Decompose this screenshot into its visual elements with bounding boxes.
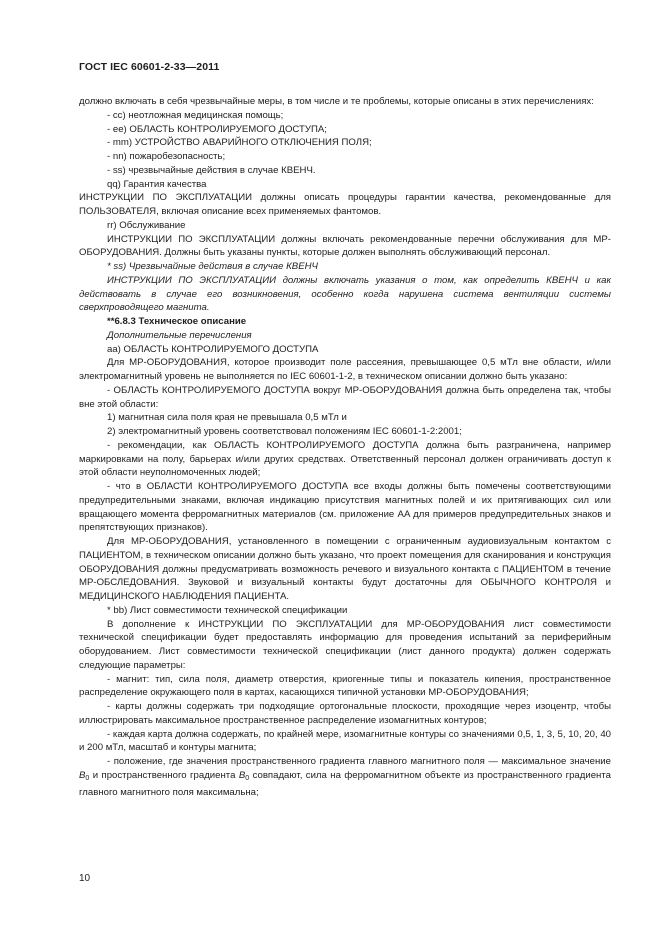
- b0-symbol: $B_0$: [79, 769, 90, 782]
- page-number: 10: [79, 873, 91, 884]
- list-item: - mm) УСТРОЙСТВО АВАРИЙНОГО ОТКЛЮЧЕНИЯ ПОЛЯ;: [107, 137, 372, 149]
- paragraph: Для МР-ОБОРУДОВАНИЯ, которое производит поле рассеяния, превышающее 0,5 мТл вне области, и/или электромагнитный уровень не выполняется по IEC 60601-1-2, в техническом описании должно быть указано:: [79, 357, 611, 382]
- list-item: - ОБЛАСТЬ КОНТРОЛИРУЕМОГО ДОСТУПА вокруг МР-ОБОРУДОВАНИЯ должна быть определена так, чтобы вне этой области:: [79, 384, 611, 410]
- list-item: - что в ОБЛАСТИ КОНТРОЛИРУЕМОГО ДОСТУПА все входы должны быть помечены соответствующими предупредительными знаками, включая индикацию присутствия магнитных полей и их притягивающих сил или вращающего момента ферромагнитных материалов (см. приложение AA для примеров предупредительных знаков и препятствующих признаков).: [79, 481, 611, 534]
- paragraph: ИНСТРУКЦИИ ПО ЭКСПЛУАТАЦИИ должны включать рекомендованные перечни обслуживания для МР-ОБОРУДОВАНИЯ. Должны быть указаны пункты, которые должен выполнять обслуживающий персонал.: [79, 233, 611, 259]
- list-item: - каждая карта должна содержать, по крайней мере, изомагнитные контуры со значениями 0,5, 1, 3, 5, 10, 20, 40 и 200 мТл, масштаб и контуры магнита;: [79, 728, 611, 754]
- text-segment: и пространственного градиента: [89, 769, 239, 781]
- list-item: - cc) неотложная медицинская помощь;: [107, 109, 284, 121]
- list-item: - рекомендации, как ОБЛАСТЬ КОНТРОЛИРУЕМОГО ДОСТУПА должна быть разграничена, например маркировками на полу, барьерах и/или других средствах. Ответственный персонал должен ограничивать доступ к этой области неуполномоченных людей;: [79, 439, 611, 479]
- list-item: 1) магнитная сила поля края не превышала 0,5 мТл и: [107, 412, 347, 424]
- paragraph: ИНСТРУКЦИИ ПО ЭКСПЛУАТАЦИИ должны включать указания о том, как определить КВЕНЧ и как действовать в случае его возникновения, особенно когда нарушена система вентиляции системы сверхпроводящего магнита.: [79, 274, 611, 314]
- list-item: [79, 755, 611, 799]
- subsection-heading: * bb) Лист совместимости технической спецификации: [107, 604, 348, 616]
- list-item: - ss) чрезвычайные действия в случае КВЕНЧ.: [107, 164, 316, 176]
- paragraph: Для МР-ОБОРУДОВАНИЯ, установленного в помещении с ограниченным аудиовизуальным контактом с ПАЦИЕНТОМ, в техническом описании должно быть указано, что проект помещения для сканирования и конструкция ОБОРУДОВАНИЯ должны предусматривать возможность речевого и визуального контакта с ПАЦИЕНТОМ в течение МР-ОБСЛЕДОВАНИЯ. Звуковой и визуальный контакты будут достаточны для ОБЫЧНОГО КОНТРОЛЯ и МЕДИЦИНСКОГО НАБЛЮДЕНИЯ ПАЦИЕНТА.: [79, 536, 611, 602]
- page-body: [79, 95, 611, 799]
- subsection-heading: Дополнительные перечисления: [107, 329, 252, 341]
- list-item: - магнит: тип, сила поля, диаметр отверстия, криогенные типы и показатель кипения, пространственное распределение окружающего поля в картах, касающихся типичной установки МР-ОБОРУДОВАНИЯ;: [79, 673, 611, 699]
- paragraph: ИНСТРУКЦИИ ПО ЭКСПЛУАТАЦИИ должны описать процедуры гарантии качества, рекомендованные для ПОЛЬЗОВАТЕЛЯ, включая описание всех применяемых фантомов.: [79, 192, 611, 217]
- subsection-heading: * ss) Чрезвычайные действия в случае КВЕНЧ: [107, 261, 318, 272]
- paragraph: должно включать в себя чрезвычайные меры, в том числе и те проблемы, которые описаны в этих перечислениях:: [79, 96, 594, 107]
- text-segment: совпадают, сила на ферромагнитном объекте из пространственного градиента главного магнитного поля максимальна;: [79, 769, 611, 798]
- subsection-heading: rr) Обслуживание: [107, 219, 186, 231]
- section-heading: **6.8.3 Техническое описание: [107, 316, 247, 327]
- document-header: ГОСТ IEC 60601-2-33—2011: [79, 61, 220, 73]
- subsection-heading: qq) Гарантия качества: [107, 178, 207, 190]
- list-item: - карты должны содержать три подходящие ортогональные плоскости, проходящие через изоцентр, чтобы иллюстрировать максимальное пространственное распределение изомагнитных контуров;: [79, 701, 611, 726]
- text-segment: - положение, где значения пространственного градиента главного магнитного поля — максимальное значение: [107, 756, 611, 767]
- b0-symbol: $B_0$: [238, 769, 250, 782]
- list-item: 2) электромагнитный уровень соответствовал положениям IEC 60601-1-2:2001;: [107, 426, 462, 437]
- list-item: - nn) пожаробезопасность;: [107, 151, 226, 162]
- paragraph: В дополнение к ИНСТРУКЦИИ ПО ЭКСПЛУАТАЦИИ для МР-ОБОРУДОВАНИЯ лист совместимости технической спецификации будет предоставлять информацию для проведения испытаний за периферийным оборудованием. Лист совместимости технической спецификации (лист данного продукта) должен содержать следующие параметры:: [79, 618, 611, 671]
- subsection-heading: aa) ОБЛАСТЬ КОНТРОЛИРУЕМОГО ДОСТУПА: [107, 343, 319, 355]
- list-item: - ee) ОБЛАСТЬ КОНТРОЛИРУЕМОГО ДОСТУПА;: [107, 123, 327, 135]
